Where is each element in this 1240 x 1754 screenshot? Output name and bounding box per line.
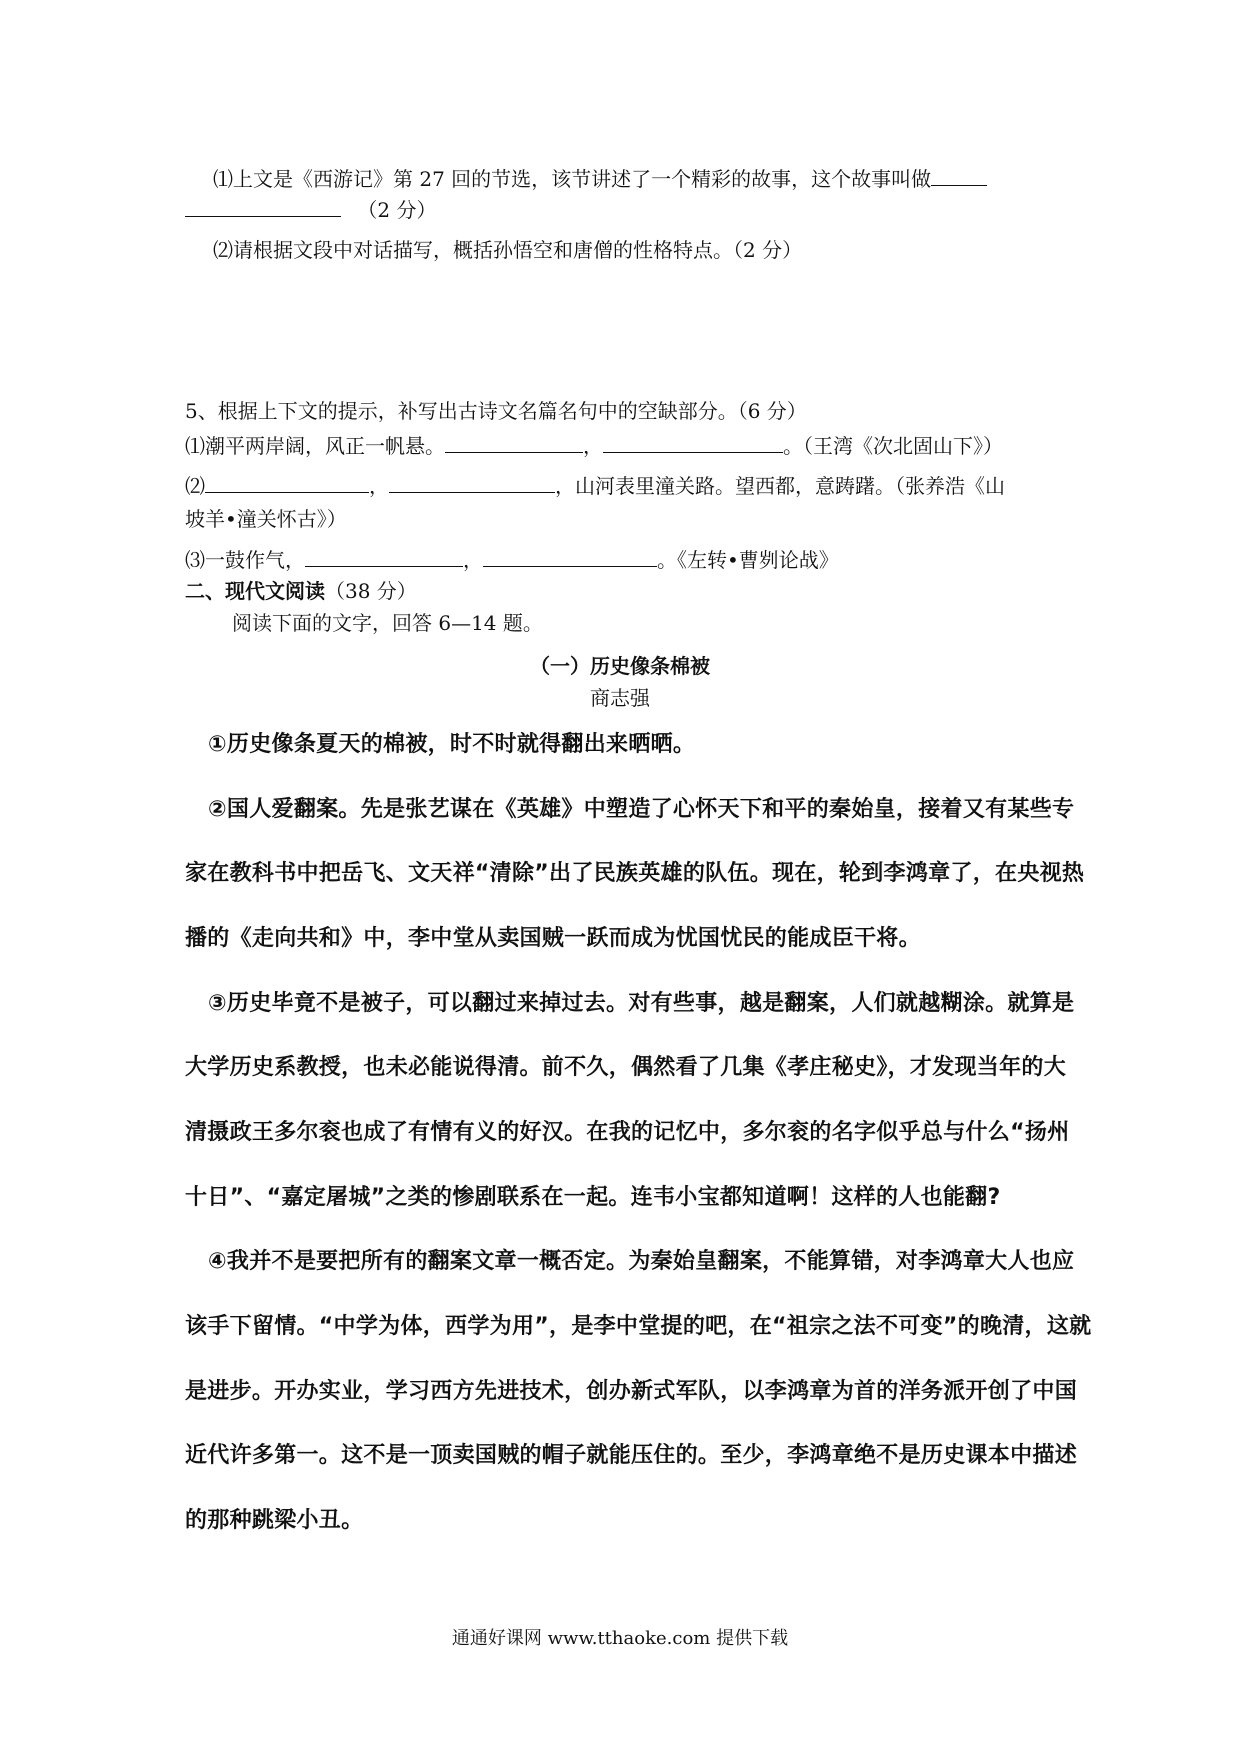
q4-sub1-line [213, 165, 987, 193]
article-p2-line-2: 家在教科书中把岳飞、文天祥“清除”出了民族英雄的队伍。现在，轮到李鸿章了，在央视热 [185, 861, 1085, 886]
q5-item1-comma: ， [583, 434, 603, 458]
q4-sub1-blank-b [185, 198, 341, 217]
article-p3-line-4: 十日”、“嘉定屠城”之类的惨剧联系在一起。连韦小宝都知道啊！这样的人也能翻? [185, 1185, 1001, 1210]
article-p4-line-2: 该手下留情。“中学为体，西学为用”，是李中堂提的吧，在“祖宗之法不可变”的晚清，这就 [185, 1314, 1092, 1339]
q5-item3-suffix: 。《左转•曹刿论战》 [657, 548, 839, 572]
q5-item2-prefix: ⑵ [185, 474, 205, 498]
q4-sub1-line-2 [185, 196, 436, 224]
article-p3-line-1: ③历史毕竟不是被子，可以翻过来掉过去。对有些事，越是翻案，人们就越糊涂。就算是 [208, 991, 1075, 1016]
q5-item2-blank-2 [389, 474, 555, 493]
q5-item3-blank-2 [483, 548, 657, 567]
article-p4-line-5: 的那种跳梁小丑。 [185, 1508, 364, 1533]
q4-sub1-blank-a [931, 167, 987, 186]
q5-item1-blank-1 [445, 434, 583, 453]
q5-item3 [185, 546, 839, 574]
q4-sub1-text: ⑴上文是《西游记》第 27 回的节选，该节讲述了一个精彩的故事，这个故事叫做 [213, 167, 932, 191]
q4-sub1-score: （2 分） [357, 198, 437, 222]
article-p3-line-2: 大学历史系教授，也未必能说得清。前不久，偶然看了几集《孝庄秘史》，才发现当年的大 [185, 1055, 1067, 1080]
q5-item2-blank-1 [205, 474, 369, 493]
q5-item2-comma: ， [369, 474, 389, 498]
article-p4-line-3: 是进步。开办实业，学习西方先进技术，创办新式军队，以李鸿章为首的洋务派开创了中国 [185, 1379, 1078, 1404]
q5-title: 5、根据上下文的提示，补写出古诗文名篇名句中的空缺部分。（6 分） [185, 399, 807, 423]
article-p2-line-3: 播的《走向共和》中，李中堂从卖国贼一跃而成为忧国忧民的能成臣干将。 [185, 926, 921, 951]
article-title: （一）历史像条棉被 [530, 654, 710, 678]
q5-item3-comma: ， [463, 548, 483, 572]
q5-item2 [185, 472, 1005, 500]
article-author: 商志强 [590, 686, 650, 710]
q5-item1-blank-2 [603, 434, 783, 453]
section2-heading-score: （38 分） [325, 579, 417, 603]
q5-item1 [185, 432, 1003, 460]
article-p4-line-1: ④我并不是要把所有的翻案文章一概否定。为秦始皇翻案，不能算错，对李鸿章大人也应 [208, 1249, 1075, 1274]
section2-instruction: 阅读下面的文字，回答 6—14 题。 [232, 611, 543, 635]
article-p4-line-4: 近代许多第一。这不是一顶卖国贼的帽子就能压住的。至少，李鸿章绝不是历史课本中描述 [185, 1443, 1078, 1468]
article-p2-line-1: ②国人爱翻案。先是张艺谋在《英雄》中塑造了心怀天下和平的秦始皇，接着又有某些专 [208, 797, 1075, 822]
article-p3-line-3: 清摄政王多尔衮也成了有情有义的好汉。在我的记忆中，多尔衮的名字似乎总与什么“扬州 [185, 1120, 1070, 1145]
q5-item1-suffix: 。（王湾《次北固山下》） [783, 434, 1003, 458]
page-footer: 通通好课网 www.tthaoke.com 提供下载 [451, 1628, 789, 1649]
q5-item1-prefix: ⑴潮平两岸阔，风正一帆悬。 [185, 434, 445, 458]
article-paragraph-1: ①历史像条夏天的棉被，时不时就得翻出来晒晒。 [208, 732, 696, 757]
q5-item3-prefix: ⑶一鼓作气， [185, 548, 305, 572]
section2-heading-line [185, 577, 417, 605]
section2-heading: 二、现代文阅读 [185, 579, 325, 603]
q5-item3-blank-1 [305, 548, 463, 567]
q4-sub2-line: ⑵请根据文段中对话描写，概括孙悟空和唐僧的性格特点。（2 分） [213, 238, 803, 262]
q5-item2-continuation: 坡羊•潼关怀古》） [185, 507, 347, 531]
q5-item2-suffix: ，山河表里潼关路。望西都，意踌躇。（张养浩《山 [555, 474, 1005, 498]
